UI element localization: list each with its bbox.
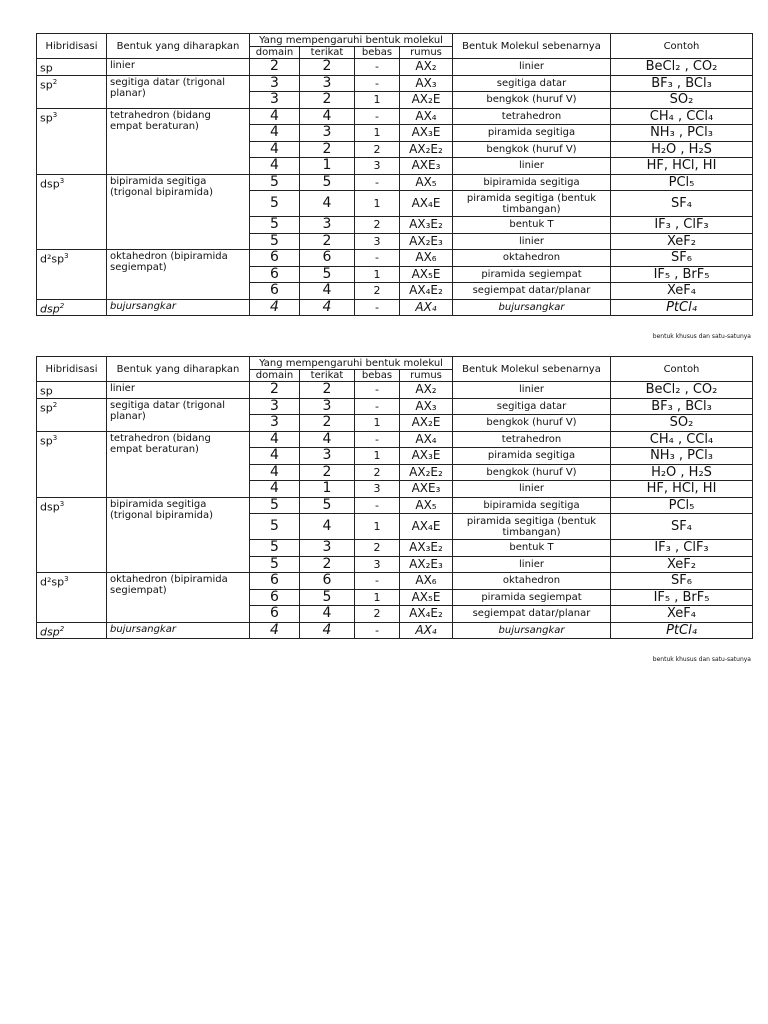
example-cell: SO₂ [611,415,753,432]
domain-cell: 4 [250,481,300,498]
expected-shape-cell: tetrahedron (bidang empat beraturan) [107,108,250,174]
formula-cell: AX₂ [400,59,453,76]
example-cell: XeF₂ [611,233,753,250]
free-cell: - [355,299,400,316]
actual-shape-cell: bengkok (huruf V) [453,415,611,432]
domain-cell: 6 [250,573,300,590]
hybridization-superscript: 2 [52,400,58,409]
bonded-cell: 4 [300,622,355,639]
hybridization-cell [37,174,107,250]
formula-cell: AX₄ [400,431,453,448]
example-cell: BeCl₂ , CO₂ [611,382,753,399]
actual-shape-cell: tetrahedron [453,108,611,125]
header-free: bebas [355,370,400,382]
domain-cell: 5 [250,174,300,191]
actual-shape-cell: oktahedron [453,250,611,267]
bonded-cell: 3 [300,125,355,142]
free-cell: - [355,59,400,76]
actual-shape-cell: bengkok (huruf V) [453,141,611,158]
actual-shape-cell: segiempat datar/planar [453,606,611,623]
header-hybridization: Hibridisasi [37,34,107,59]
actual-shape-cell: piramida segiempat [453,266,611,283]
header-formula: rumus [400,370,453,382]
formula-cell: AX₂E₂ [400,141,453,158]
bonded-cell: 1 [300,158,355,175]
hybridization-text: dsp [40,500,60,514]
table-row [37,299,753,316]
free-cell: 3 [355,481,400,498]
example-cell: HF, HCl, HI [611,158,753,175]
bonded-cell: 3 [300,75,355,92]
domain-cell: 4 [250,125,300,142]
example-cell: CH₄ , CCl₄ [611,108,753,125]
table-row [37,622,753,639]
hybridization-text: sp [40,434,53,448]
free-cell: 1 [355,92,400,109]
formula-cell: AX₃E₂ [400,217,453,234]
example-cell: PCl₅ [611,174,753,191]
hybridization-superscript: 3 [52,110,58,119]
expected-shape-cell: linier [107,59,250,76]
bonded-cell: 3 [300,448,355,465]
example-cell: XeF₄ [611,283,753,300]
hybridization-text: sp [40,384,53,398]
example-cell: XeF₄ [611,606,753,623]
formula-cell: AX₃E [400,125,453,142]
formula-cell: AX₂ [400,382,453,399]
hybridization-cell [37,431,107,497]
domain-cell: 6 [250,250,300,267]
example-cell: IF₅ , BrF₅ [611,266,753,283]
formula-cell: AX₆ [400,573,453,590]
formula-cell: AX₂E [400,415,453,432]
domain-cell: 4 [250,464,300,481]
formula-cell: AX₆ [400,250,453,267]
hybridization-text: sp [40,61,53,75]
table-row [37,382,753,399]
hybridization-cell [37,108,107,174]
formula-cell: AX₄E [400,514,453,540]
table-row [37,497,753,514]
domain-cell: 5 [250,497,300,514]
bonded-cell: 4 [300,191,355,217]
hybridization-superscript: 3 [59,176,65,185]
formula-cell: AX₅E [400,589,453,606]
domain-cell: 4 [250,141,300,158]
bonded-cell: 2 [300,464,355,481]
actual-shape-cell: piramida segitiga (bentuk timbangan) [453,514,611,540]
actual-shape-cell: bujursangkar [453,622,611,639]
free-cell: - [355,75,400,92]
free-cell: 1 [355,191,400,217]
actual-shape-cell: bentuk T [453,217,611,234]
domain-cell: 5 [250,514,300,540]
actual-shape-cell: linier [453,59,611,76]
expected-shape-cell: bujursangkar [107,299,250,316]
table-row [37,573,753,590]
header-domain: domain [250,47,300,59]
free-cell: 1 [355,125,400,142]
example-cell: CH₄ , CCl₄ [611,431,753,448]
formula-cell: AX₄ [400,299,453,316]
free-cell: 2 [355,464,400,481]
domain-cell: 5 [250,191,300,217]
example-cell: H₂O , H₂S [611,464,753,481]
actual-shape-cell: linier [453,158,611,175]
table-row [37,431,753,448]
formula-cell: AXE₃ [400,481,453,498]
formula-cell: AX₃E₂ [400,540,453,557]
hybridization-superscript: 2 [59,624,65,633]
hybridization-superscript: 3 [64,575,69,583]
table-row [37,398,753,415]
hybridization-cell [37,382,107,399]
domain-cell: 4 [250,622,300,639]
footnote: bentuk khusus dan satu-satunya [652,333,751,340]
actual-shape-cell: bengkok (huruf V) [453,464,611,481]
example-cell: IF₃ , ClF₃ [611,217,753,234]
hybridization-cell [37,299,107,316]
actual-shape-cell: piramida segitiga [453,448,611,465]
bonded-cell: 3 [300,217,355,234]
header-formula: rumus [400,47,453,59]
header-influence: Yang mempengaruhi bentuk molekul [250,34,453,47]
domain-cell: 5 [250,217,300,234]
formula-cell: AX₄E [400,191,453,217]
free-cell: 1 [355,415,400,432]
table-row [37,75,753,92]
actual-shape-cell: bujursangkar [453,299,611,316]
example-cell: XeF₂ [611,556,753,573]
formula-cell: AX₄E₂ [400,606,453,623]
domain-cell: 6 [250,606,300,623]
formula-cell: AX₂E₃ [400,556,453,573]
bonded-cell: 5 [300,174,355,191]
expected-shape-cell: segitiga datar (trigonal planar) [107,398,250,431]
free-cell: - [355,382,400,399]
hybridization-cell [37,622,107,639]
example-cell: IF₅ , BrF₅ [611,589,753,606]
header-bonded: terikat [300,47,355,59]
example-cell: HF, HCl, HI [611,481,753,498]
free-cell: 3 [355,158,400,175]
bonded-cell: 3 [300,398,355,415]
footnote: bentuk khusus dan satu-satunya [652,656,751,663]
hybridization-text: d²sp [40,575,65,589]
domain-cell: 6 [250,283,300,300]
bonded-cell: 2 [300,415,355,432]
actual-shape-cell: tetrahedron [453,431,611,448]
example-cell: SF₄ [611,514,753,540]
hybridization-text: sp [40,401,53,415]
domain-cell: 4 [250,431,300,448]
domain-cell: 4 [250,108,300,125]
bonded-cell: 2 [300,59,355,76]
bonded-cell: 2 [300,233,355,250]
free-cell: 3 [355,233,400,250]
hybridization-text: sp [40,111,53,125]
free-cell: - [355,431,400,448]
domain-cell: 3 [250,415,300,432]
table-row [37,250,753,267]
hybridization-cell [37,573,107,623]
example-cell: SF₆ [611,573,753,590]
formula-cell: AX₅ [400,497,453,514]
free-cell: - [355,250,400,267]
bonded-cell: 5 [300,589,355,606]
bonded-cell: 6 [300,573,355,590]
table-row [37,174,753,191]
expected-shape-cell: bipiramida segitiga (trigonal bipiramida) [107,174,250,250]
free-cell: - [355,622,400,639]
expected-shape-cell: bipiramida segitiga (trigonal bipiramida) [107,497,250,573]
example-cell: NH₃ , PCl₃ [611,448,753,465]
bonded-cell: 5 [300,497,355,514]
actual-shape-cell: linier [453,233,611,250]
bonded-cell: 4 [300,108,355,125]
hybridization-text: dsp [40,302,60,316]
header-example: Contoh [611,357,753,382]
hybridization-table-2 [36,356,753,639]
free-cell: 1 [355,266,400,283]
hybridization-cell [37,398,107,431]
example-cell: IF₃ , ClF₃ [611,540,753,557]
domain-cell: 3 [250,398,300,415]
header-expected-shape: Bentuk yang diharapkan [107,357,250,382]
example-cell: NH₃ , PCl₃ [611,125,753,142]
table-body [37,59,753,316]
expected-shape-cell: linier [107,382,250,399]
formula-cell: AX₂E₂ [400,464,453,481]
example-cell: BF₃ , BCl₃ [611,75,753,92]
actual-shape-cell: segitiga datar [453,398,611,415]
formula-cell: AX₂E [400,92,453,109]
actual-shape-cell: piramida segitiga (bentuk timbangan) [453,191,611,217]
hybridization-text: dsp [40,177,60,191]
domain-cell: 3 [250,92,300,109]
expected-shape-cell: bujursangkar [107,622,250,639]
free-cell: 1 [355,514,400,540]
free-cell: 2 [355,283,400,300]
actual-shape-cell: piramida segitiga [453,125,611,142]
free-cell: 2 [355,217,400,234]
actual-shape-cell: linier [453,382,611,399]
bonded-cell: 1 [300,481,355,498]
bonded-cell: 2 [300,556,355,573]
free-cell: - [355,108,400,125]
example-cell: PtCl₄ [611,299,753,316]
domain-cell: 6 [250,266,300,283]
table-row [37,108,753,125]
actual-shape-cell: segitiga datar [453,75,611,92]
free-cell: 3 [355,556,400,573]
hybridization-text: dsp [40,625,60,639]
header-influence: Yang mempengaruhi bentuk molekul [250,357,453,370]
domain-cell: 3 [250,75,300,92]
hybridization-text: sp [40,78,53,92]
bonded-cell: 2 [300,382,355,399]
actual-shape-cell: oktahedron [453,573,611,590]
hybridization-cell [37,59,107,76]
domain-cell: 2 [250,59,300,76]
bonded-cell: 4 [300,431,355,448]
bonded-cell: 3 [300,540,355,557]
domain-cell: 4 [250,158,300,175]
free-cell: - [355,174,400,191]
hybridization-superscript: 2 [59,301,65,310]
actual-shape-cell: segiempat datar/planar [453,283,611,300]
actual-shape-cell: linier [453,481,611,498]
hybridization-superscript: 3 [52,433,58,442]
free-cell: - [355,398,400,415]
bonded-cell: 6 [300,250,355,267]
hybridization-text: d²sp [40,252,65,266]
expected-shape-cell: segitiga datar (trigonal planar) [107,75,250,108]
hybridization-superscript: 3 [59,499,65,508]
formula-cell: AX₄ [400,622,453,639]
hybridization-table-1 [36,33,753,316]
bonded-cell: 4 [300,606,355,623]
free-cell: - [355,573,400,590]
domain-cell: 4 [250,448,300,465]
actual-shape-cell: bengkok (huruf V) [453,92,611,109]
domain-cell: 2 [250,382,300,399]
domain-cell: 4 [250,299,300,316]
expected-shape-cell: oktahedron (bipiramida segiempat) [107,250,250,300]
header-bonded: terikat [300,370,355,382]
header-hybridization: Hibridisasi [37,357,107,382]
bonded-cell: 2 [300,141,355,158]
header-domain: domain [250,370,300,382]
formula-cell: AX₄ [400,108,453,125]
domain-cell: 5 [250,233,300,250]
actual-shape-cell: bipiramida segitiga [453,497,611,514]
header-actual-shape: Bentuk Molekul sebenarnya [453,34,611,59]
free-cell: 2 [355,540,400,557]
formula-cell: AXE₃ [400,158,453,175]
example-cell: SO₂ [611,92,753,109]
hybridization-cell [37,75,107,108]
formula-cell: AX₂E₃ [400,233,453,250]
table-body [37,382,753,639]
formula-cell: AX₃ [400,75,453,92]
domain-cell: 6 [250,589,300,606]
header-actual-shape: Bentuk Molekul sebenarnya [453,357,611,382]
example-cell: BF₃ , BCl₃ [611,398,753,415]
free-cell: 2 [355,141,400,158]
header-expected-shape: Bentuk yang diharapkan [107,34,250,59]
domain-cell: 5 [250,540,300,557]
domain-cell: 5 [250,556,300,573]
free-cell: - [355,497,400,514]
actual-shape-cell: linier [453,556,611,573]
header-example: Contoh [611,34,753,59]
free-cell: 1 [355,589,400,606]
bonded-cell: 5 [300,266,355,283]
expected-shape-cell: oktahedron (bipiramida segiempat) [107,573,250,623]
example-cell: H₂O , H₂S [611,141,753,158]
bonded-cell: 4 [300,514,355,540]
formula-cell: AX₅ [400,174,453,191]
hybridization-cell [37,250,107,300]
example-cell: BeCl₂ , CO₂ [611,59,753,76]
formula-cell: AX₃ [400,398,453,415]
formula-cell: AX₃E [400,448,453,465]
free-cell: 2 [355,606,400,623]
formula-cell: AX₅E [400,266,453,283]
example-cell: SF₆ [611,250,753,267]
hybridization-cell [37,497,107,573]
expected-shape-cell: tetrahedron (bidang empat beraturan) [107,431,250,497]
example-cell: SF₄ [611,191,753,217]
actual-shape-cell: bentuk T [453,540,611,557]
bonded-cell: 4 [300,299,355,316]
header-free: bebas [355,47,400,59]
hybridization-superscript: 3 [64,252,69,260]
table-row [37,59,753,76]
bonded-cell: 2 [300,92,355,109]
actual-shape-cell: bipiramida segitiga [453,174,611,191]
bonded-cell: 4 [300,283,355,300]
example-cell: PtCl₄ [611,622,753,639]
actual-shape-cell: piramida segiempat [453,589,611,606]
example-cell: PCl₅ [611,497,753,514]
free-cell: 1 [355,448,400,465]
hybridization-superscript: 2 [52,77,58,86]
formula-cell: AX₄E₂ [400,283,453,300]
